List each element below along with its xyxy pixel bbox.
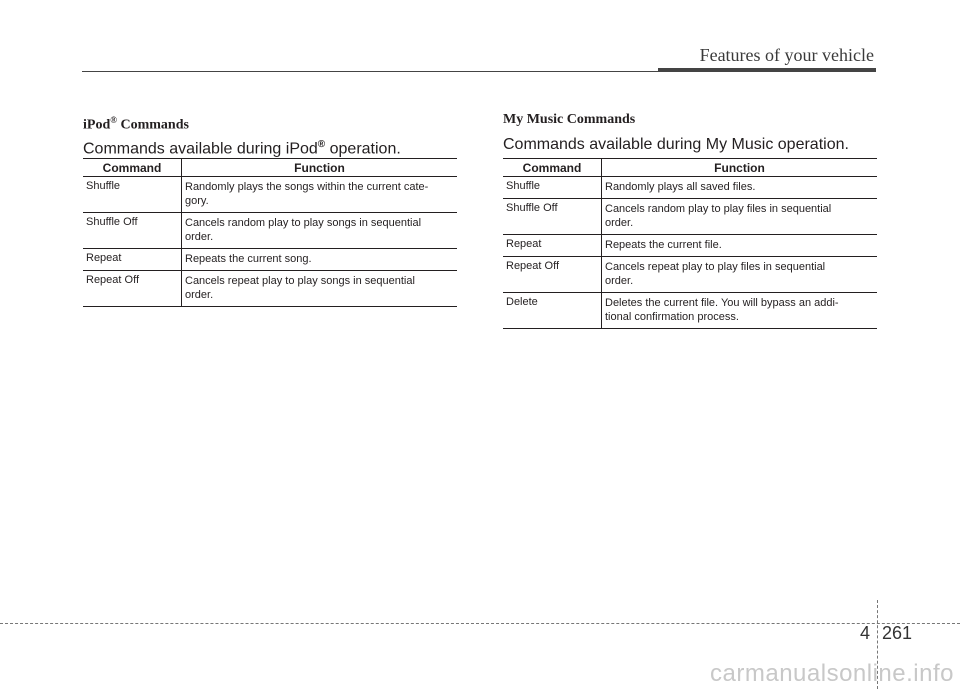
footer-rule [0, 623, 960, 624]
ipod-section-subtitle [83, 135, 457, 158]
function-text: Repeats the current song. [185, 253, 312, 265]
function-text: Repeats the current file. [605, 239, 722, 251]
command-cell: Shuffle Off [83, 213, 182, 249]
ipod-title-text: iPod [83, 117, 111, 133]
table-row [503, 199, 877, 235]
function-text-cont: order. [605, 217, 634, 229]
function-cell [602, 235, 878, 257]
header-rule [82, 71, 658, 72]
ipod-title-text-end: Commands [116, 117, 189, 133]
column-header-command: Command [83, 159, 182, 177]
command-cell: Repeat [503, 235, 602, 257]
command-cell: Repeat Off [83, 271, 182, 307]
table-row [503, 235, 877, 257]
table-row [83, 271, 457, 307]
table-row [503, 177, 877, 199]
table-row [83, 249, 457, 271]
table-row [503, 257, 877, 293]
function-cell [182, 213, 458, 249]
my-music-commands-section [503, 110, 877, 329]
column-header-function: Function [182, 159, 458, 177]
command-cell: Repeat [83, 249, 182, 271]
column-header-function: Function [602, 159, 878, 177]
function-cell [602, 293, 878, 329]
ipod-commands-section [83, 110, 457, 307]
function-text: Randomly plays all saved files. [605, 181, 756, 193]
function-text: Randomly plays the songs within the current cate- [185, 181, 429, 193]
my-music-commands-table [503, 158, 877, 329]
header-rule-accent [658, 68, 876, 72]
function-text: Cancels random play to play songs in sequential [185, 217, 422, 229]
function-text: Cancels repeat play to play songs in sequential [185, 275, 415, 287]
page-number: 261 [882, 623, 913, 643]
function-text-cont: gory. [185, 195, 209, 207]
my-music-section-title: My Music Commands [503, 112, 636, 127]
page-header-title: Features of your vehicle [699, 45, 874, 65]
ipod-section-title [83, 110, 457, 133]
ipod-subtitle-text-end: operation. [325, 140, 401, 158]
function-text-cont: order. [185, 289, 214, 301]
ipod-subtitle-text: Commands available during iPod [83, 140, 318, 158]
function-text: Cancels random play to play files in sequential [605, 203, 832, 215]
function-cell [182, 249, 458, 271]
function-text: Cancels repeat play to play files in sequential [605, 261, 826, 273]
ipod-subtitle-registered-mark: ® [317, 139, 326, 150]
command-cell: Repeat Off [503, 257, 602, 293]
function-text-cont: order. [605, 275, 634, 287]
function-cell [182, 177, 458, 213]
table-header-row [503, 159, 877, 177]
table-row [83, 177, 457, 213]
my-music-section-subtitle: Commands available during My Music operation. [503, 136, 849, 153]
function-cell [602, 257, 878, 293]
command-cell: Shuffle [83, 177, 182, 213]
function-cell [602, 177, 878, 199]
command-cell: Shuffle [503, 177, 602, 199]
chapter-number: 4 [860, 623, 871, 643]
function-text-cont: tional confirmation process. [605, 311, 739, 323]
column-header-command: Command [503, 159, 602, 177]
function-text-cont: order. [185, 231, 214, 243]
table-row [83, 213, 457, 249]
table-row [503, 293, 877, 329]
function-text: Deletes the current file. You will bypass an addi- [605, 297, 839, 309]
command-cell: Shuffle Off [503, 199, 602, 235]
ipod-commands-table [83, 158, 457, 307]
function-cell [602, 199, 878, 235]
watermark: carmanualsonline.info [710, 660, 954, 687]
function-cell [182, 271, 458, 307]
ipod-title-registered-mark: ® [110, 115, 117, 125]
command-cell: Delete [503, 293, 602, 329]
table-header-row [83, 159, 457, 177]
